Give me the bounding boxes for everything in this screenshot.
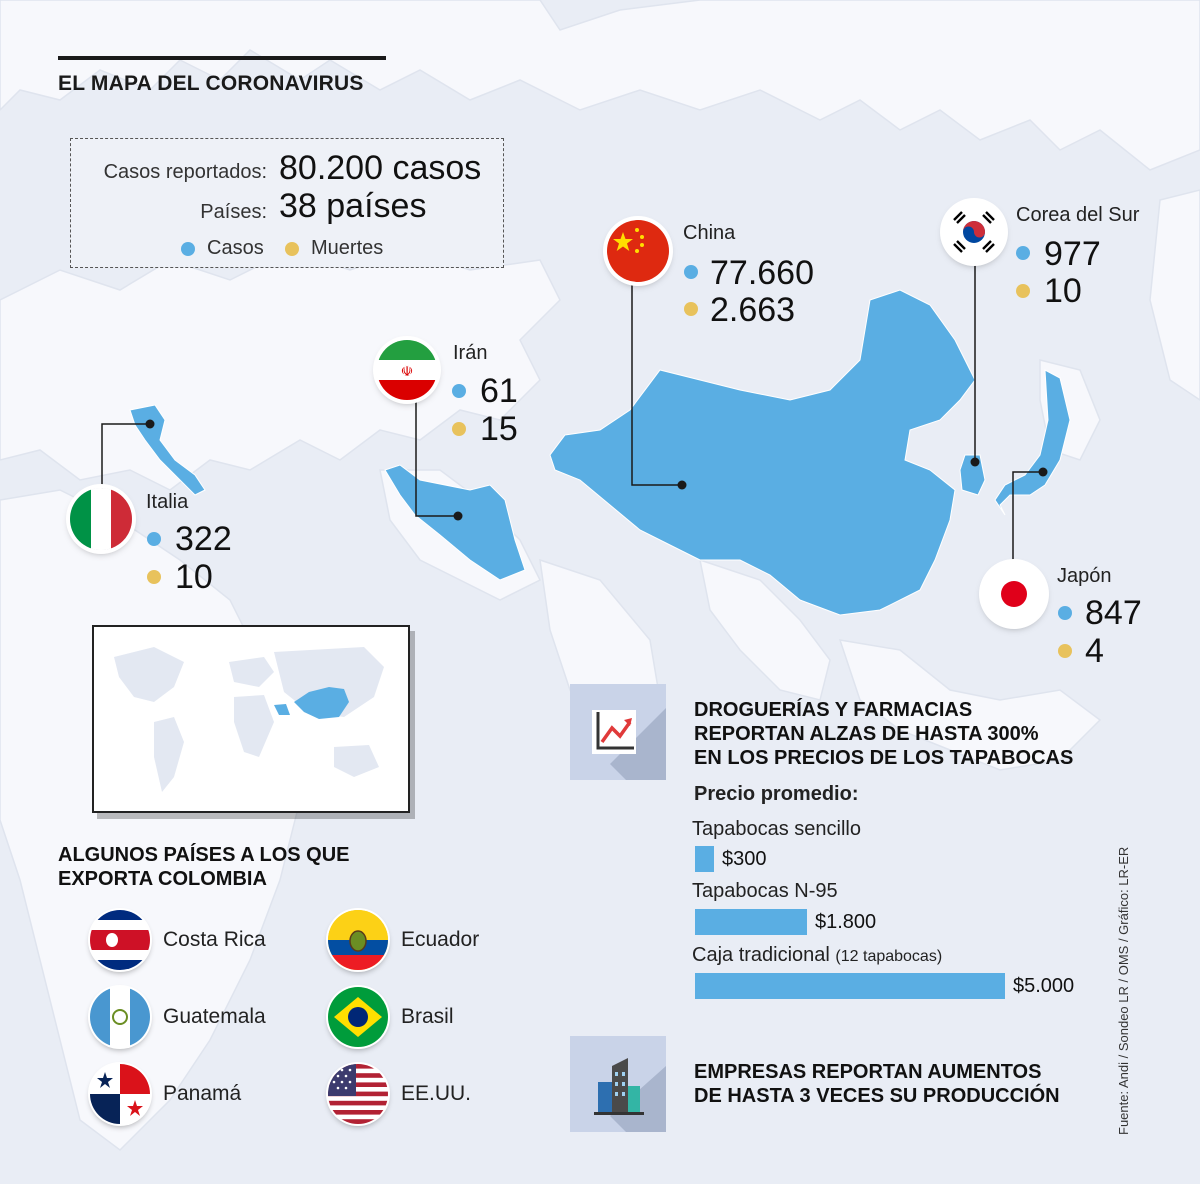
cases-value: 80.200 casos	[279, 149, 482, 187]
pharmacies-title-line3: EN LOS PRECIOS DE LOS TAPABOCAS	[694, 747, 1074, 769]
companies-title-line1: EMPRESAS REPORTAN AUMENTOS	[694, 1061, 1042, 1083]
usa-flag-icon	[328, 1064, 388, 1124]
companies-title-line2: DE HASTA 3 VECES SU PRODUCCIÓN	[694, 1085, 1060, 1107]
export-costa-rica: Costa Rica	[163, 928, 266, 951]
page-title: EL MAPA DEL CORONAVIRUS	[58, 72, 364, 95]
legend-cases-label: Casos	[207, 237, 264, 259]
bar-label-2	[692, 944, 942, 967]
china-flag-icon	[607, 220, 669, 282]
guatemala-flag-icon	[90, 987, 150, 1047]
bar-1	[695, 909, 807, 935]
iran-flag-icon	[377, 340, 437, 400]
cases-label: Casos reportados:	[103, 161, 267, 183]
export-guatemala: Guatemala	[163, 1005, 266, 1028]
title-rule	[58, 56, 386, 60]
export-panama: Panamá	[163, 1082, 242, 1105]
bar-value-2: $5.000	[1013, 975, 1075, 997]
south-korea-cases-dot	[1016, 246, 1030, 260]
export-ecuador: Ecuador	[401, 928, 480, 951]
south-korea-deaths-dot	[1016, 284, 1030, 298]
iran-name: Irán	[453, 342, 488, 364]
iran-deaths-dot	[452, 422, 466, 436]
export-usa: EE.UU.	[401, 1082, 472, 1105]
legend-deaths-dot	[285, 242, 299, 256]
iran-cases-dot	[452, 384, 466, 398]
south-korea-cases: 977	[1044, 235, 1101, 273]
japan-deaths-dot	[1058, 644, 1072, 658]
iran-cases: 61	[480, 372, 518, 410]
italy-deaths: 10	[175, 558, 213, 596]
china-deaths-dot	[684, 302, 698, 316]
japan-name: Japón	[1057, 565, 1112, 587]
japan-cases: 847	[1085, 594, 1142, 632]
japan-deaths: 4	[1085, 632, 1104, 670]
bar-0	[695, 846, 714, 872]
countries-value: 38 países	[279, 187, 427, 225]
iran-deaths: 15	[480, 410, 518, 448]
japan-shape	[995, 370, 1070, 515]
china-cases-dot	[684, 265, 698, 279]
bar-label-0	[692, 818, 861, 841]
summary-box	[70, 138, 504, 268]
svg-text:☫: ☫	[400, 364, 414, 380]
source-credit: Fuente: Andi / Sondeo LR / OMS / Gráfico: LR-ER	[1116, 846, 1131, 1135]
bar-category-0: Tapabocas sencillo	[692, 818, 861, 840]
brazil-flag-icon	[328, 987, 388, 1047]
bar-label-1	[692, 880, 838, 903]
countries-label: Países:	[200, 201, 267, 223]
bar-value-0: $300	[722, 848, 767, 870]
bar-category-1: Tapabocas N-95	[692, 880, 838, 902]
building-icon	[570, 1036, 666, 1132]
bar-value-1: $1.800	[815, 911, 877, 933]
exports-title-line2: EXPORTA COLOMBIA	[58, 868, 267, 890]
exports-title-line1: ALGUNOS PAÍSES A LOS QUE	[58, 844, 350, 866]
china-cases: 77.660	[710, 254, 814, 292]
italy-name: Italia	[146, 491, 189, 513]
bar-2	[695, 973, 1005, 999]
export-brazil: Brasil	[401, 1005, 454, 1028]
china-name: China	[683, 222, 736, 244]
panama-flag-icon	[90, 1064, 150, 1124]
south-korea-flag-icon	[944, 202, 1004, 262]
china-shape	[550, 290, 975, 615]
italy-cases: 322	[175, 520, 232, 558]
pharmacies-title-line2: REPORTAN ALZAS DE HASTA 300%	[694, 723, 1039, 745]
legend-deaths-label: Muertes	[311, 237, 384, 259]
japan-flag-icon	[983, 563, 1045, 625]
italy-flag-icon	[70, 488, 132, 550]
italy-deaths-dot	[147, 570, 161, 584]
italy-cases-dot	[147, 532, 161, 546]
rising-chart-icon	[570, 684, 666, 780]
ecuador-flag-icon	[328, 910, 388, 970]
bar-category-2: Caja tradicional	[692, 944, 830, 966]
pharmacies-title-line1: DROGUERÍAS Y FARMACIAS	[694, 699, 973, 721]
inset-world-map	[92, 625, 410, 813]
china-deaths: 2.663	[710, 291, 796, 329]
legend-cases-dot	[181, 242, 195, 256]
costa-rica-flag-icon	[90, 910, 150, 970]
south-korea-name: Corea del Sur	[1016, 204, 1140, 226]
pharmacies-subtitle: Precio promedio:	[694, 783, 859, 805]
bar-category-note-2: (12 tapabocas)	[835, 948, 943, 965]
south-korea-deaths: 10	[1044, 272, 1082, 310]
japan-cases-dot	[1058, 606, 1072, 620]
